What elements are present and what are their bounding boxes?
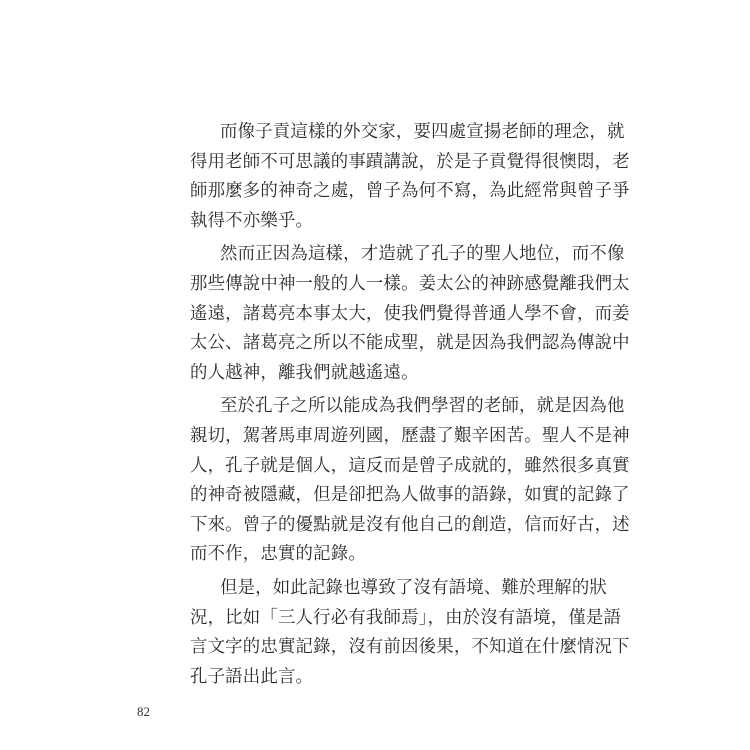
text-line: 但是，如此記錄也導致了沒有語境、難於理解的狀	[220, 577, 607, 598]
text-line: 言文字的忠實記錄，沒有前因後果，不知道在什麼情況下	[190, 637, 630, 658]
text-line: 那些傳說中神一般的人一樣。姜太公的神跡感覺離我們太	[190, 273, 630, 294]
page-number: 82	[137, 704, 150, 719]
text-line: 況，比如「三人行必有我師焉」，由於沒有語境，僅是語	[190, 607, 622, 628]
paragraph-1	[190, 118, 630, 236]
text-line: 師那麼多的神奇之處，曾子為何不寫，為此經常與曾子爭	[190, 181, 630, 202]
body-text	[190, 118, 630, 696]
paragraph-4	[190, 574, 630, 692]
text-line: 親切，駕著馬車周遊列國，歷盡了艱辛困苦。聖人不是神	[190, 425, 630, 446]
text-line: 而像子貢這樣的外交家，要四處宣揚老師的理念，就	[220, 122, 625, 142]
text-line: 太公、諸葛亮之所以不能成聖，就是因為我們認為傳說中	[190, 333, 630, 354]
text-line: 執得不亦樂乎。	[190, 210, 314, 231]
text-line: 下來。曾子的優點就是沒有他自己的創造，信而好古，述	[190, 514, 630, 535]
text-line: 的人越神，離我們就越遙遠。	[190, 362, 419, 383]
text-line: 得用老師不可思議的事蹟講說，於是子貢覺得很懊悶，老	[190, 151, 630, 172]
text-line: 至於孔子之所以能成為我們學習的老師，就是因為他	[220, 396, 625, 417]
text-line: 的神奇被隱藏，但是卻把為人做事的語錄，如實的記錄了	[190, 485, 630, 506]
paragraph-2	[190, 240, 630, 388]
text-line: 而不作，忠實的記錄。	[190, 544, 366, 565]
text-line: 然而正因為這樣，才造就了孔子的聖人地位，而不像	[220, 244, 625, 265]
text-line: 人，孔子就是個人，這反而是曾子成就的，雖然很多真實	[190, 455, 630, 476]
text-line: 孔子語出此言。	[190, 666, 314, 687]
text-line: 遙遠，諸葛亮本事太大，使我們覺得普通人學不會，而姜	[190, 303, 630, 324]
paragraph-3	[190, 392, 630, 570]
